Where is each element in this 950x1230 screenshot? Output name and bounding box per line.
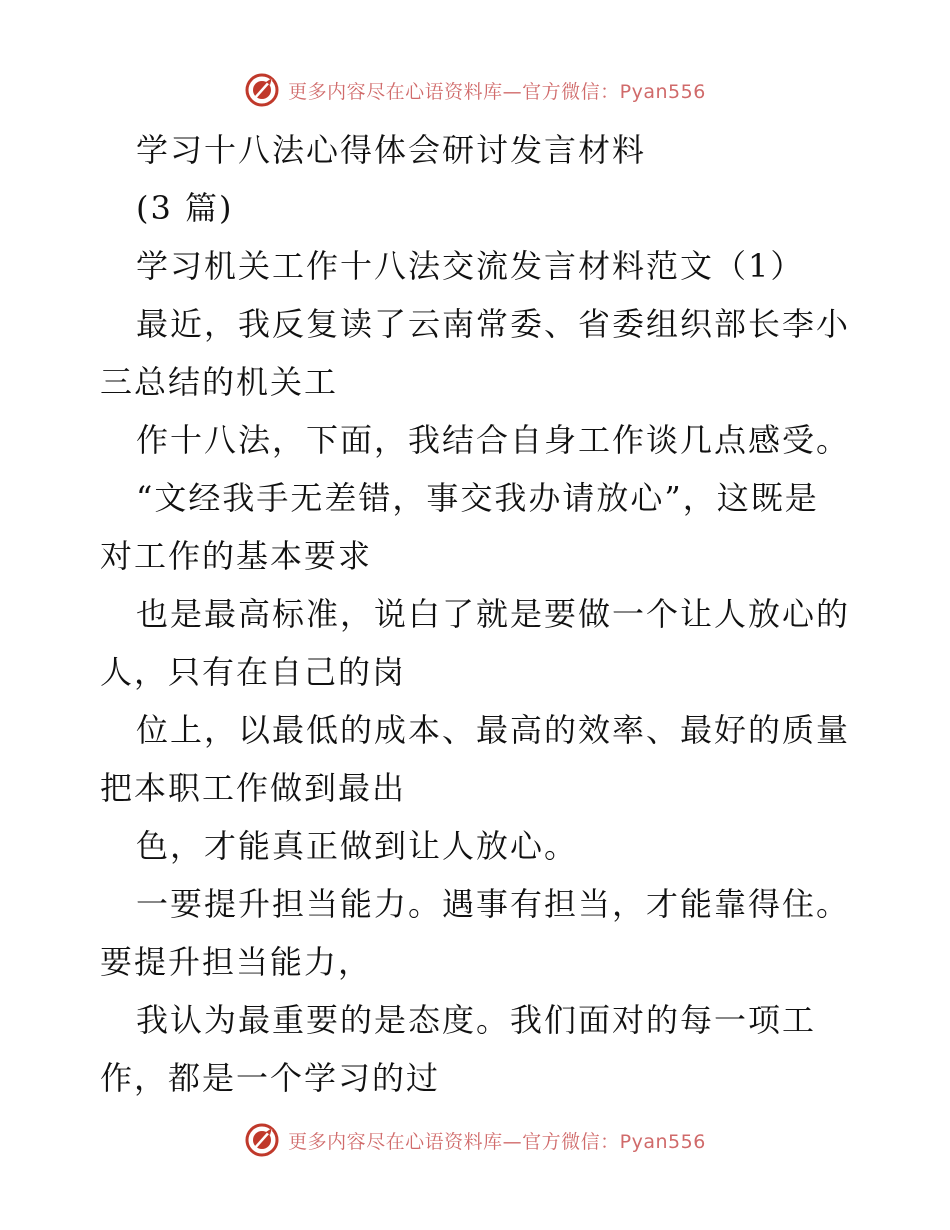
paragraph-line: 位上，以最低的成本、最高的效率、最好的质量 <box>136 711 851 749</box>
paragraph-line: 作十八法，下面，我结合自身工作谈几点感受。 <box>136 421 851 459</box>
paragraph-line: 一要提升担当能力。遇事有担当，才能靠得住。 <box>136 885 851 923</box>
paragraph-line: “文经我手无差错，事交我办请放心”，这既是 <box>136 479 819 517</box>
section-heading: 学习机关工作十八法交流发言材料范文（1） <box>136 247 805 285</box>
paragraph-line: 人，只有在自己的岗 <box>100 653 407 691</box>
document-title: 学习十八法心得体会研讨发言材料 <box>136 131 647 169</box>
paragraph-line: 也是最高标准，说白了就是要做一个让人放心的 <box>136 595 851 633</box>
paragraph-line: 最近，我反复读了云南常委、省委组织部长李小 <box>136 305 851 343</box>
document-subtitle: (3 篇) <box>136 189 234 227</box>
paragraph-line: 要提升担当能力， <box>100 943 373 981</box>
paragraph-line: 色，才能真正做到让人放心。 <box>136 827 579 865</box>
paragraph-line: 三总结的机关工 <box>100 363 339 401</box>
watermark-text: 更多内容尽在心语资料库—官方微信：Pyan556 <box>288 80 706 103</box>
footer-watermark-banner <box>0 1118 950 1162</box>
quill-seal-icon <box>244 1122 280 1158</box>
paragraph-line: 作，都是一个学习的过 <box>100 1059 441 1097</box>
paragraph-line: 把本职工作做到最出 <box>100 769 407 807</box>
watermark-text: 更多内容尽在心语资料库—官方微信：Pyan556 <box>288 1130 706 1153</box>
quill-seal-icon <box>244 72 280 108</box>
header-watermark-banner <box>0 68 950 112</box>
paragraph-line: 对工作的基本要求 <box>100 537 373 575</box>
paragraph-line: 我认为最重要的是态度。我们面对的每一项工 <box>136 1001 817 1039</box>
